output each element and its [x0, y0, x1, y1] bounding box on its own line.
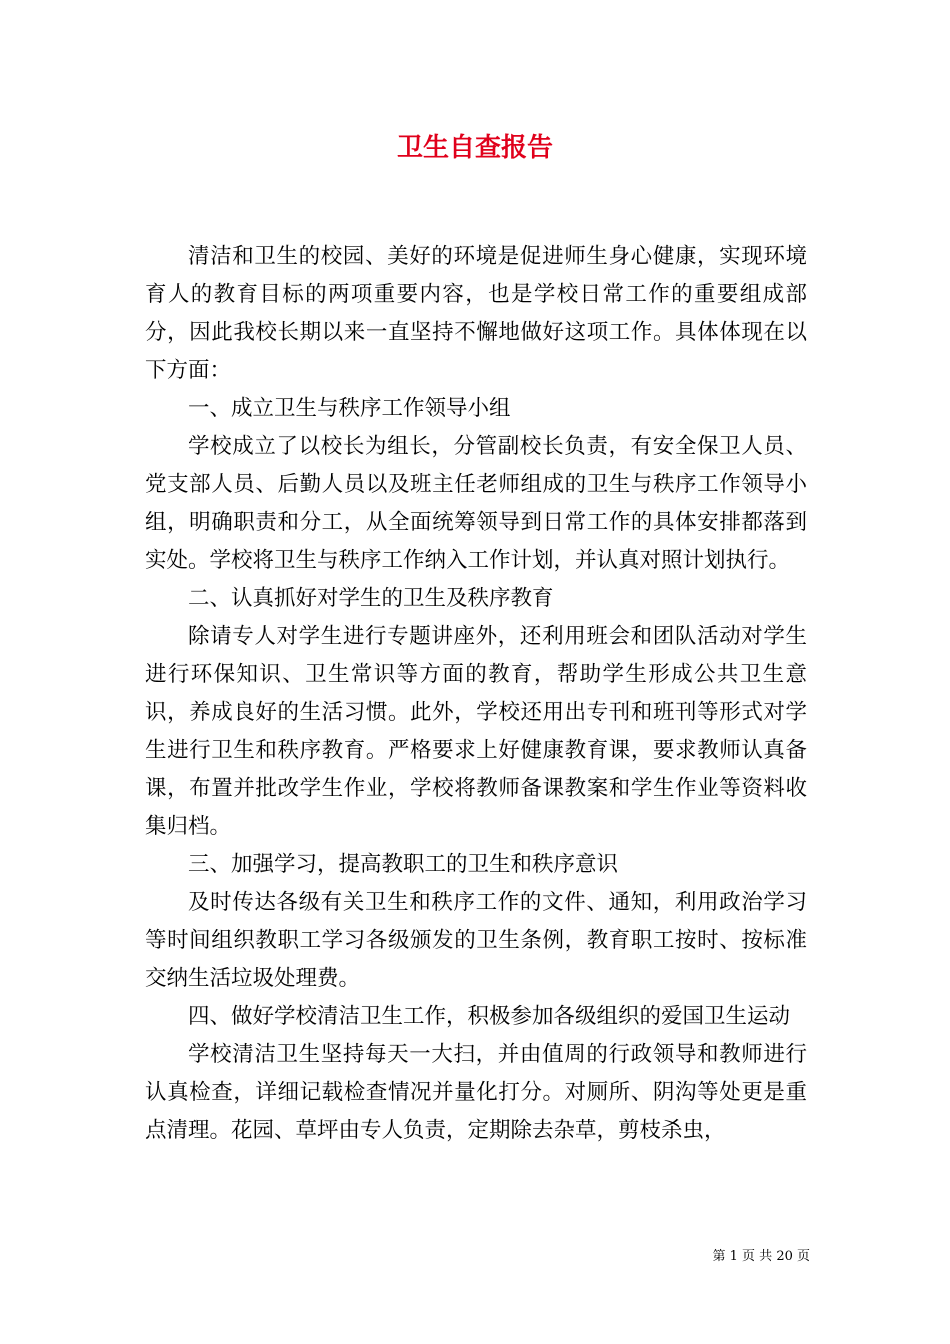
paragraph-section-3: 及时传达各级有关卫生和秩序工作的文件、通知，利用政治学习等时间组织教职工学习各级颁发的卫生条例，教育职工按时、按标准交纳生活垃圾处理费。 — [145, 890, 807, 991]
paragraph-section-2: 除请专人对学生进行专题讲座外，还利用班会和团队活动对学生进行环保知识、卫生常识等方面的教育，帮助学生形成公共卫生意识，养成良好的生活习惯。此外，学校还用出专刊和班刊等形式对学生进行卫生和秩序教育。严格要求上好健康教育课，要求教师认真备课，布置并批改学生作业，学校将教师备课教案和学生作业等资料收集归档。 — [145, 624, 807, 839]
document-body — [145, 238, 807, 1150]
section-heading-2: 二、认真抓好对学生的卫生及秩序教育 — [188, 586, 554, 611]
page-number-footer: 第 1 页 共 20 页 — [712, 1249, 810, 1264]
paragraph-section-4: 学校清洁卫生坚持每天一大扫，并由值周的行政领导和教师进行认真检查，详细记载检查情况并量化打分。对厕所、阴沟等处更是重点清理。花园、草坪由专人负责，定期除去杂草，剪枝杀虫， — [145, 1042, 807, 1143]
section-heading-4: 四、做好学校清洁卫生工作，积极参加各级组织的爱国卫生运动 — [188, 1004, 791, 1029]
paragraph-section-1: 学校成立了以校长为组长，分管副校长负责，有安全保卫人员、党支部人员、后勤人员以及班主任老师组成的卫生与秩序工作领导小组，明确职责和分工，从全面统筹领导到日常工作的具体安排都落到实处。学校将卫生与秩序工作纳入工作计划，并认真对照计划执行。 — [145, 434, 807, 573]
section-heading-3: 三、加强学习，提高教职工的卫生和秩序意识 — [188, 852, 619, 877]
paragraph-intro: 清洁和卫生的校园、美好的环境是促进师生身心健康，实现环境育人的教育目标的两项重要内容，也是学校日常工作的重要组成部分，因此我校长期以来一直坚持不懈地做好这项工作。具体体现在以下方面： — [145, 244, 807, 383]
section-heading-1: 一、成立卫生与秩序工作领导小组 — [188, 396, 511, 421]
document-title: 卫生自查报告 — [396, 133, 553, 163]
